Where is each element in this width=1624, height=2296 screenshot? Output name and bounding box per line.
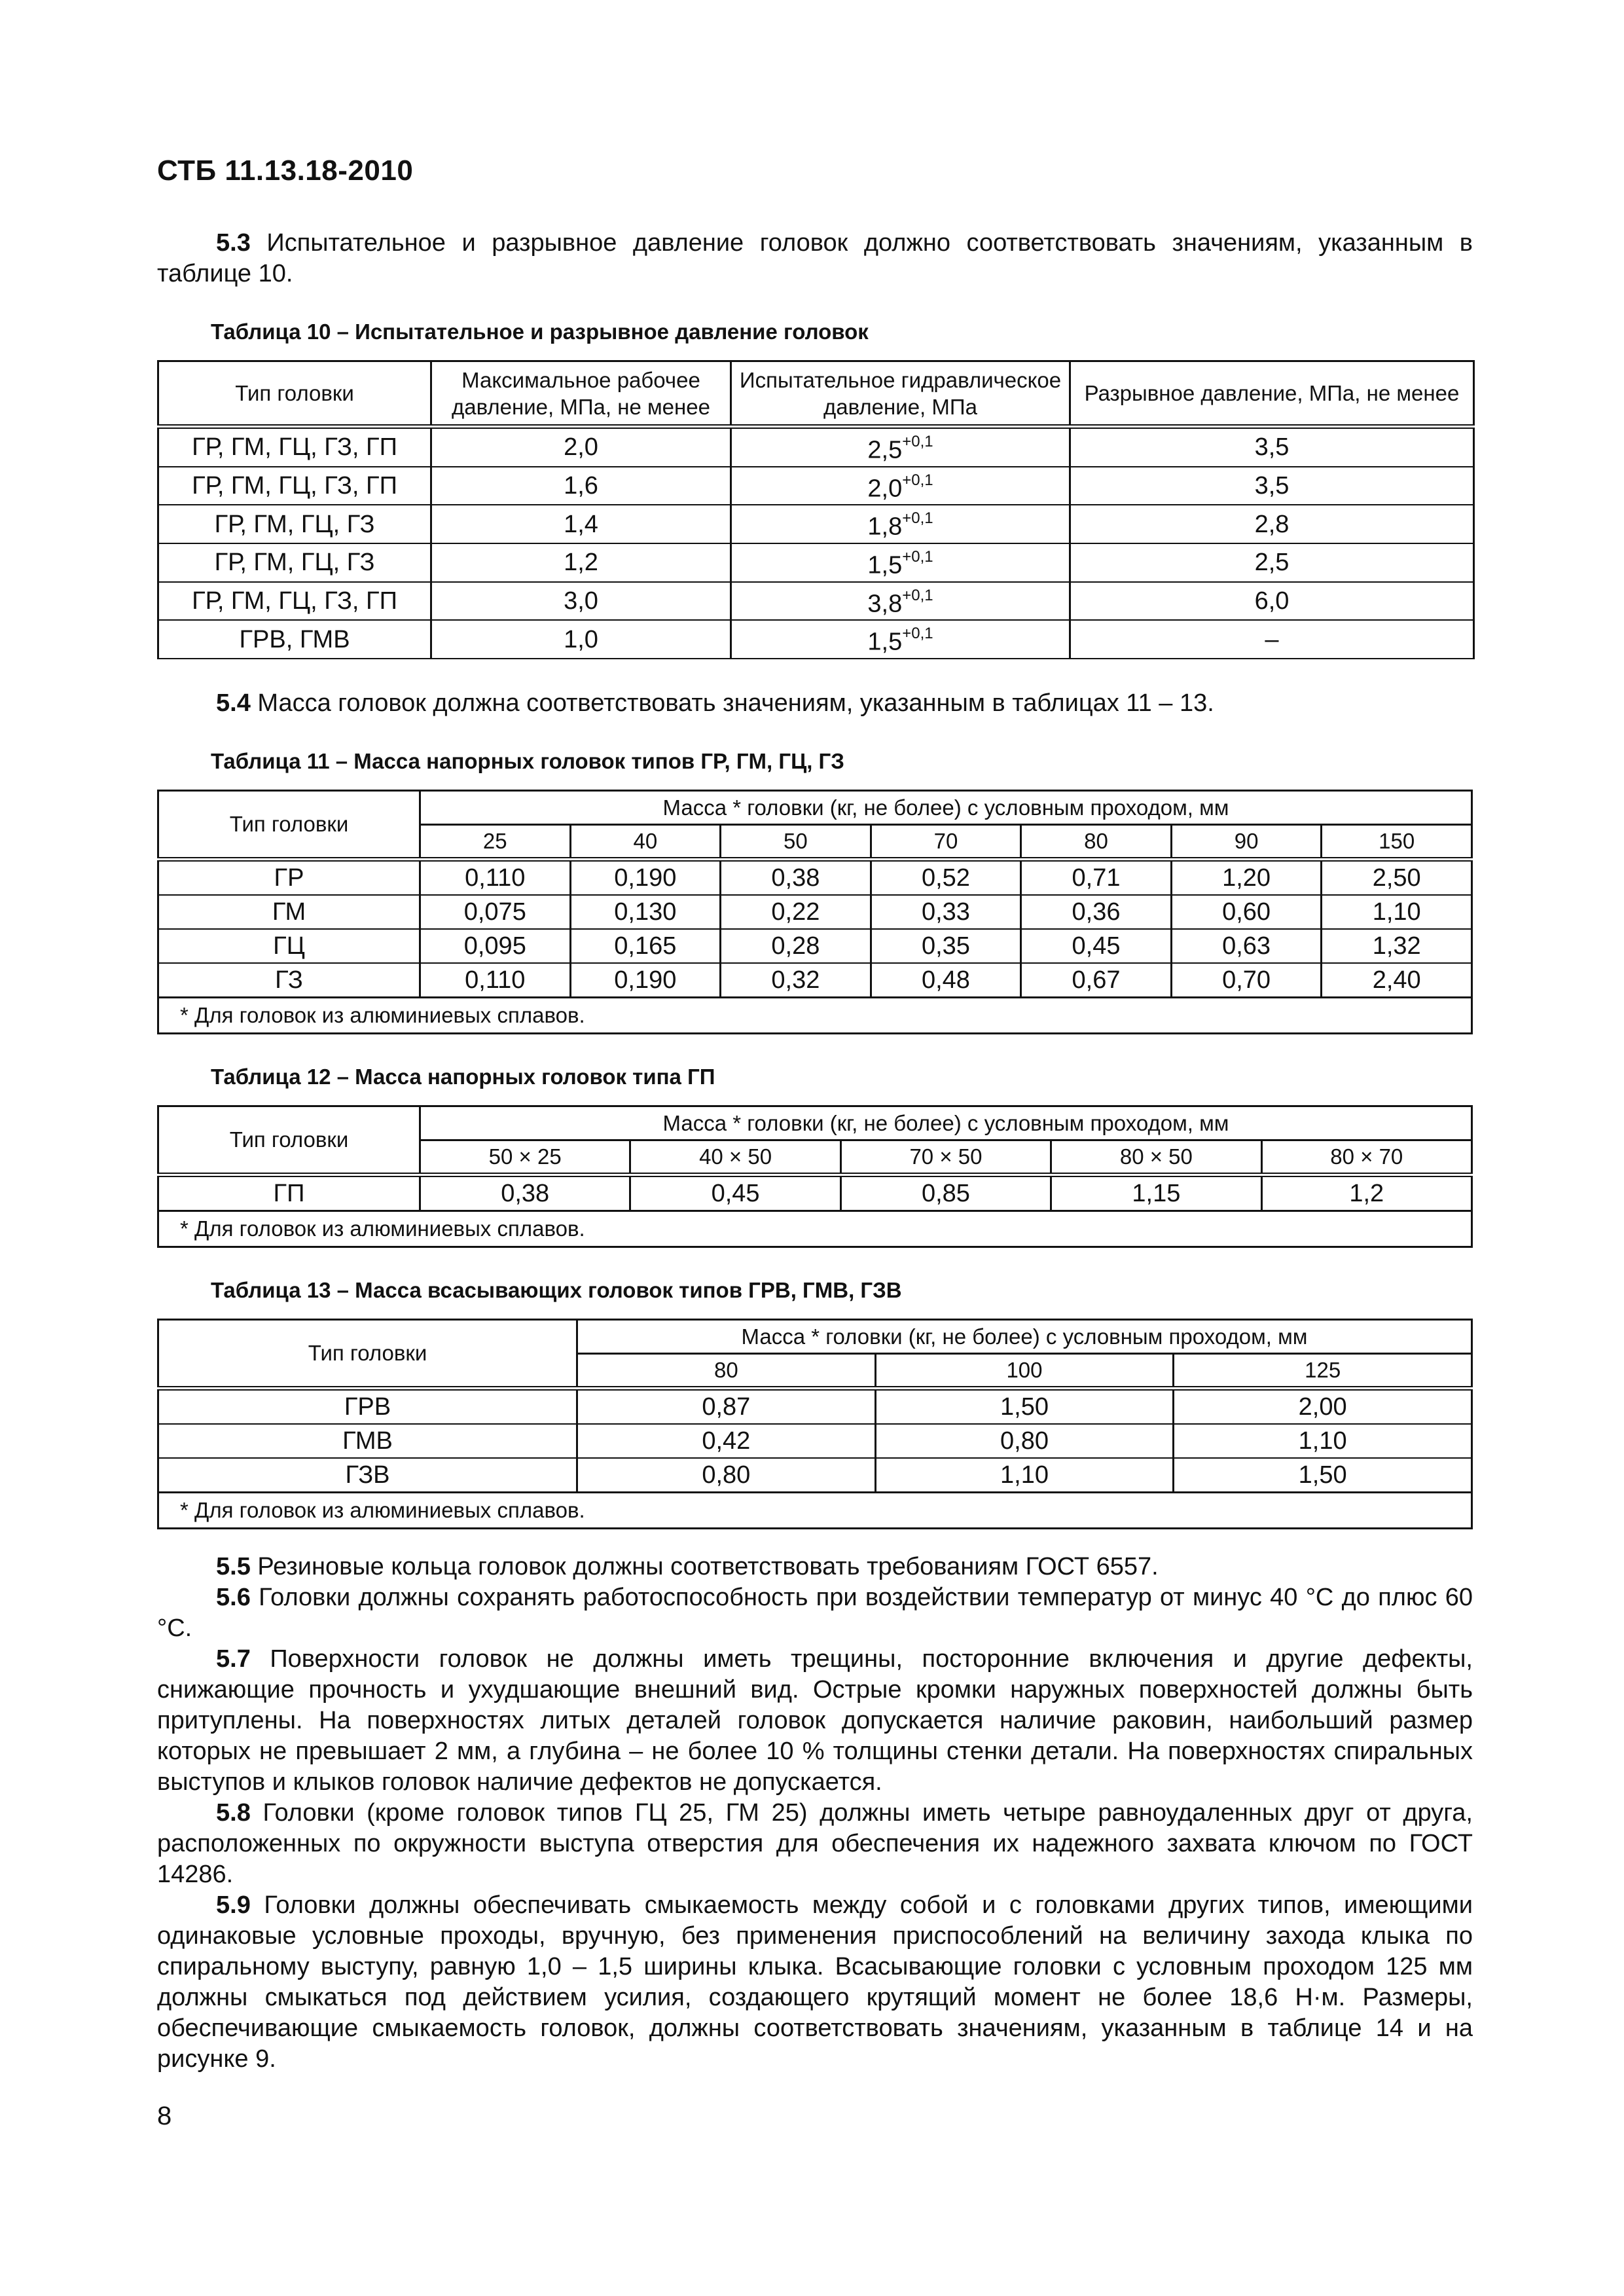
page-number: 8: [157, 2102, 172, 2130]
table-row: [158, 859, 1472, 895]
value-cell: 2,8: [1070, 505, 1474, 543]
document-page: [157, 155, 1473, 2075]
value-cell: 1,50: [1174, 1458, 1472, 1493]
value-cell: 1,4: [431, 505, 731, 543]
value-text: 1,5: [867, 628, 903, 656]
value-cell: [731, 582, 1070, 621]
type-cell: ГЗ: [158, 963, 420, 998]
value-cell: 0,190: [570, 963, 721, 998]
table-row: [158, 505, 1474, 543]
value-cell: [731, 620, 1070, 659]
table-row: [158, 467, 1474, 505]
table-row: [158, 929, 1472, 963]
type-cell: ГР, ГМ, ГЦ, ГЗ, ГП: [158, 427, 431, 467]
value-cell: 0,22: [721, 895, 871, 929]
value-cell: 0,28: [721, 929, 871, 963]
table-row: [158, 895, 1472, 929]
paragraph-text: Головки (кроме головок типов ГЦ 25, ГМ 25) должны иметь четыре равноудаленных друг от друга, расположенных по окружности выступа отверстия для обеспечения их надежного захвата ключом по ГОСТ 14286.: [157, 1798, 1473, 1888]
table-header-row: [158, 1319, 1472, 1353]
table-row: [158, 620, 1474, 659]
size-cell: 90: [1171, 824, 1322, 859]
value-text: 3,8: [867, 590, 903, 618]
clause-number: 5.4: [216, 689, 251, 717]
mass-header-cell: Масса * головки (кг, не более) с условным проходом, мм: [577, 1319, 1472, 1353]
table-row: [158, 963, 1472, 998]
value-cell: 1,10: [875, 1458, 1174, 1493]
header-cell: Испытательное гидравлическое давление, МПа: [731, 361, 1070, 427]
paragraph-5-5: [157, 1552, 1473, 1582]
paragraph-5-6: [157, 1582, 1473, 1644]
value-cell: 2,50: [1322, 859, 1472, 895]
value-cell: 1,10: [1174, 1424, 1472, 1458]
paragraph-text: Головки должны обеспечивать смыкаемость между собой и с головками других типов, имеющими одинаковые условные проходы, вручную, без применения приспособлений на величину захода клыка по спиральному выступу, равную 1,0 – 1,5 ширины клыка. Всасывающие головки с условным проходом 125 мм должны смыкаться под действием усилия, создающего крутящий момент не более 18,6 Н·м. Размеры, обеспечивающие смыкаемость головок, должны соответствовать значениям, указанным в таблице 14 и на рисунке 9.: [157, 1891, 1473, 2073]
value-cell: 0,095: [420, 929, 571, 963]
value-cell: 0,32: [721, 963, 871, 998]
value-cell: 1,10: [1322, 895, 1472, 929]
size-cell: 40 × 50: [630, 1140, 840, 1175]
paragraph-5-8: [157, 1798, 1473, 1890]
value-cell: 0,70: [1171, 963, 1322, 998]
clause-number: 5.6: [216, 1583, 251, 1611]
value-cell: 0,38: [721, 859, 871, 895]
value-cell: 1,15: [1051, 1175, 1261, 1211]
clause-number: 5.9: [216, 1891, 251, 1919]
paragraph-text: Резиновые кольца головок должны соответствовать требованиям ГОСТ 6557.: [257, 1552, 1159, 1580]
size-cell: 50: [721, 824, 871, 859]
value-cell: 0,36: [1021, 895, 1172, 929]
value-cell: 3,0: [431, 582, 731, 621]
size-cell: 80 × 70: [1261, 1140, 1471, 1175]
size-cell: 25: [420, 824, 571, 859]
type-cell: ГР, ГМ, ГЦ, ГЗ: [158, 505, 431, 543]
value-text: 2,5: [867, 436, 903, 464]
size-cell: 70: [871, 824, 1021, 859]
table-row: [158, 1424, 1472, 1458]
table-10: [157, 360, 1475, 659]
value-cell: 0,075: [420, 895, 571, 929]
mass-header-cell: Масса * головки (кг, не более) с условным проходом, мм: [420, 1106, 1472, 1140]
value-cell: –: [1070, 620, 1474, 659]
type-cell: ГМ: [158, 895, 420, 929]
value-cell: 0,110: [420, 963, 571, 998]
value-cell: 6,0: [1070, 582, 1474, 621]
value-cell: 2,5: [1070, 543, 1474, 582]
value-cell: 0,87: [577, 1388, 876, 1424]
table-10-caption: Таблица 10 – Испытательное и разрывное давление головок: [211, 319, 869, 344]
value-cell: 0,45: [630, 1175, 840, 1211]
table-note-row: [158, 997, 1472, 1033]
value-cell: 0,80: [577, 1458, 876, 1493]
clause-number: 5.3: [216, 229, 251, 257]
table-13: [157, 1319, 1473, 1529]
value-cell: 0,190: [570, 859, 721, 895]
paragraph-5-3: [157, 228, 1473, 289]
header-cell: Разрывное давление, МПа, не менее: [1070, 361, 1474, 427]
type-cell: ГП: [158, 1175, 420, 1211]
tolerance-text: +0,1: [902, 471, 933, 489]
size-cell: 80: [1021, 824, 1172, 859]
value-cell: 0,71: [1021, 859, 1172, 895]
value-cell: 0,42: [577, 1424, 876, 1458]
table-note: * Для головок из алюминиевых сплавов.: [158, 997, 1472, 1033]
document-code: СТБ 11.13.18-2010: [157, 155, 414, 187]
size-cell: 40: [570, 824, 721, 859]
type-header-cell: Тип головки: [158, 790, 420, 859]
paragraph-5-7: [157, 1644, 1473, 1798]
table-13-caption: Таблица 13 – Масса всасывающих головок типов ГРВ, ГМВ, ГЗВ: [211, 1277, 902, 1302]
size-cell: 80 × 50: [1051, 1140, 1261, 1175]
type-cell: ГР, ГМ, ГЦ, ГЗ: [158, 543, 431, 582]
value-cell: 0,48: [871, 963, 1021, 998]
table-row: [158, 582, 1474, 621]
size-cell: 70 × 50: [840, 1140, 1051, 1175]
paragraph-text: Головки должны сохранять работоспособность при воздействии температур от минус 40 °С до плюс 60 °С.: [157, 1583, 1473, 1642]
table-header-row: [158, 1106, 1472, 1140]
header-cell: Максимальное рабочее давление, МПа, не менее: [431, 361, 731, 427]
table-row: [158, 427, 1474, 467]
value-cell: 1,32: [1322, 929, 1472, 963]
table-12-caption: Таблица 12 – Масса напорных головок типа ГП: [211, 1064, 715, 1089]
tolerance-text: +0,1: [902, 625, 933, 643]
value-cell: 2,0: [431, 427, 731, 467]
value-cell: 1,2: [431, 543, 731, 582]
table-header-row: [158, 361, 1474, 427]
value-cell: 2,40: [1322, 963, 1472, 998]
value-cell: 0,165: [570, 929, 721, 963]
mass-header-cell: Масса * головки (кг, не более) с условным проходом, мм: [420, 790, 1472, 824]
type-cell: ГРВ: [158, 1388, 577, 1424]
tolerance-text: +0,1: [902, 586, 933, 604]
value-cell: 1,20: [1171, 859, 1322, 895]
value-cell: [731, 505, 1070, 543]
value-text: 1,5: [867, 551, 903, 579]
size-cell: 50 × 25: [420, 1140, 630, 1175]
type-cell: ГР: [158, 859, 420, 895]
table-row: [158, 1175, 1472, 1211]
header-cell: Тип головки: [158, 361, 431, 427]
type-cell: ГЦ: [158, 929, 420, 963]
value-cell: 2,00: [1174, 1388, 1472, 1424]
table-note-row: [158, 1492, 1472, 1528]
paragraph-5-9: [157, 1890, 1473, 2075]
size-cell: 100: [875, 1353, 1174, 1388]
table-note: * Для головок из алюминиевых сплавов.: [158, 1211, 1472, 1247]
value-cell: 0,110: [420, 859, 571, 895]
value-cell: 1,6: [431, 467, 731, 505]
size-cell: 80: [577, 1353, 876, 1388]
value-cell: 0,85: [840, 1175, 1051, 1211]
value-cell: [731, 543, 1070, 582]
table-11-caption: Таблица 11 – Масса напорных головок типов ГР, ГМ, ГЦ, ГЗ: [211, 748, 844, 773]
table-11: [157, 790, 1473, 1034]
value-cell: 0,130: [570, 895, 721, 929]
value-cell: 3,5: [1070, 427, 1474, 467]
paragraph-text: Поверхности головок не должны иметь трещины, посторонние включения и другие дефекты, снижающие прочность и ухудшающие внешний вид. Острые кромки наружных поверхностей должны быть притуплены. На поверхностях литых деталей головок допускается наличие раковин, наибольший размер которых не превышает 2 мм, а глубина – не более 10 % толщины стенки детали. На поверхностях спиральных выступов и клыков головок наличие дефектов не допускается.: [157, 1645, 1473, 1796]
value-cell: 0,60: [1171, 895, 1322, 929]
type-cell: ГР, ГМ, ГЦ, ГЗ, ГП: [158, 582, 431, 621]
clause-number: 5.5: [216, 1552, 251, 1580]
value-text: 2,0: [867, 475, 903, 503]
type-header-cell: Тип головки: [158, 1319, 577, 1388]
value-text: 1,8: [867, 513, 903, 541]
value-cell: 0,67: [1021, 963, 1172, 998]
value-cell: 0,38: [420, 1175, 630, 1211]
table-note: * Для головок из алюминиевых сплавов.: [158, 1492, 1472, 1528]
tolerance-text: +0,1: [902, 509, 933, 528]
table-row: [158, 1458, 1472, 1493]
table-header-row: [158, 790, 1472, 824]
tolerance-text: +0,1: [902, 433, 933, 450]
table-note-row: [158, 1211, 1472, 1247]
paragraph-text: Масса головок должна соответствовать значениям, указанным в таблицах 11 – 13.: [257, 689, 1214, 717]
type-cell: ГРВ, ГМВ: [158, 620, 431, 659]
table-12: [157, 1105, 1473, 1248]
value-cell: [731, 427, 1070, 467]
size-cell: 125: [1174, 1353, 1472, 1388]
value-cell: 1,2: [1261, 1175, 1471, 1211]
type-cell: ГМВ: [158, 1424, 577, 1458]
value-cell: 0,45: [1021, 929, 1172, 963]
value-cell: 1,0: [431, 620, 731, 659]
value-cell: 0,52: [871, 859, 1021, 895]
value-cell: 0,80: [875, 1424, 1174, 1458]
clause-number: 5.8: [216, 1798, 251, 1827]
value-cell: 0,63: [1171, 929, 1322, 963]
type-header-cell: Тип головки: [158, 1106, 420, 1175]
paragraph-text: Испытательное и разрывное давление головок должно соответствовать значениям, указанным в таблице 10.: [157, 229, 1473, 287]
paragraph-5-4: [157, 688, 1473, 719]
table-row: [158, 1388, 1472, 1424]
size-cell: 150: [1322, 824, 1472, 859]
value-cell: 0,33: [871, 895, 1021, 929]
clause-number: 5.7: [216, 1645, 251, 1673]
value-cell: [731, 467, 1070, 505]
type-cell: ГЗВ: [158, 1458, 577, 1493]
value-cell: 0,35: [871, 929, 1021, 963]
tolerance-text: +0,1: [902, 547, 933, 566]
table-row: [158, 543, 1474, 582]
type-cell: ГР, ГМ, ГЦ, ГЗ, ГП: [158, 467, 431, 505]
value-cell: 1,50: [875, 1388, 1174, 1424]
value-cell: 3,5: [1070, 467, 1474, 505]
